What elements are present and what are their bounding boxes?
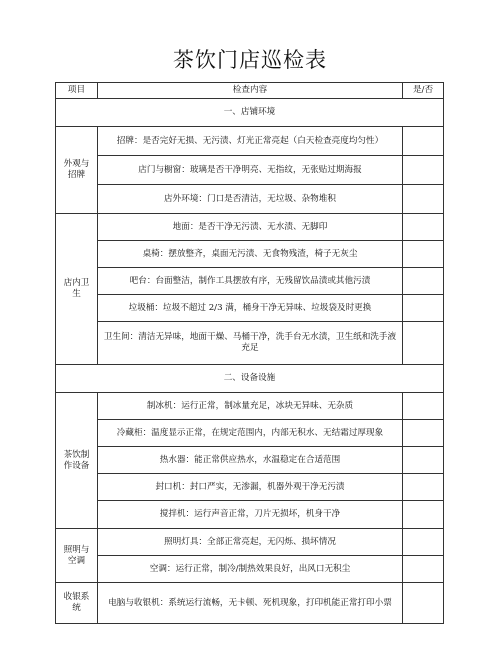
check-item: 空调：运行正常，制冷/制热效果良好，出风口无积尘	[98, 556, 403, 583]
result-cell[interactable]	[403, 268, 444, 295]
check-item: 热水器：能正常供应热水，水温稳定在合适范围	[98, 447, 403, 474]
table-row	[56, 393, 444, 420]
result-cell[interactable]	[403, 295, 444, 322]
result-cell[interactable]	[403, 447, 444, 474]
check-item: 地面：是否干净无污渍、无水渍、无脚印	[98, 214, 403, 241]
result-cell[interactable]	[403, 185, 444, 214]
result-cell[interactable]	[403, 156, 444, 185]
section-heading: 一、店铺环境	[56, 99, 444, 127]
check-item: 搅拌机：运行声音正常，刀片无损坏，机身干净	[98, 501, 403, 529]
section-row	[56, 365, 444, 393]
table-row	[56, 501, 444, 529]
table-row	[56, 268, 444, 295]
table-row	[56, 295, 444, 322]
check-item: 卫生间：清洁无异味，地面干燥、马桶干净，洗手台无水渍，卫生纸和洗手液充足	[98, 322, 403, 365]
check-item: 照明灯具：全部正常亮起，无闪烁、损坏情况	[98, 529, 403, 556]
category-cell: 店内卫 生	[56, 214, 98, 365]
check-item: 招牌：是否完好无损、无污渍、灯光正常亮起（白天检查亮度均匀性）	[98, 127, 403, 156]
column-header-result: 是/否	[403, 83, 444, 99]
result-cell[interactable]	[403, 529, 444, 556]
check-item: 制冰机：运行正常，制冰量充足，冰块无异味、无杂质	[98, 393, 403, 420]
check-item: 店外环境：门口是否清洁，无垃圾、杂物堆积	[98, 185, 403, 214]
result-cell[interactable]	[403, 393, 444, 420]
section-row	[56, 99, 444, 127]
check-item: 垃圾桶：垃圾不超过 2/3 满，桶身干净无异味、垃圾袋及时更换	[98, 295, 403, 322]
table-row	[56, 420, 444, 447]
category-cell: 外观与 招牌	[56, 127, 98, 214]
table-row	[56, 156, 444, 185]
result-cell[interactable]	[403, 556, 444, 583]
check-item: 吧台：台面整洁，制作工具摆放有序，无残留饮品渍或其他污渍	[98, 268, 403, 295]
result-cell[interactable]	[403, 474, 444, 501]
table-row	[56, 556, 444, 583]
result-cell[interactable]	[403, 322, 444, 365]
check-item: 冷藏柜：温度显示正常，在规定范围内，内部无积水、无结霜过厚现象	[98, 420, 403, 447]
column-header-item: 项目	[56, 83, 98, 99]
check-item: 桌椅：摆放整齐，桌面无污渍、无食物残渣，椅子无灰尘	[98, 241, 403, 268]
result-cell[interactable]	[403, 583, 444, 624]
category-cell: 照明与 空调	[56, 529, 98, 583]
table-row	[56, 127, 444, 156]
result-cell[interactable]	[403, 241, 444, 268]
table-row	[56, 583, 444, 624]
section-heading: 二、设备设施	[56, 365, 444, 393]
check-item: 店门与橱窗：玻璃是否干净明亮、无指纹，无张贴过期海报	[98, 156, 403, 185]
result-cell[interactable]	[403, 501, 444, 529]
result-cell[interactable]	[403, 127, 444, 156]
table-row	[56, 241, 444, 268]
table-row	[56, 529, 444, 556]
header-row	[56, 83, 444, 99]
table-row	[56, 214, 444, 241]
check-item: 电脑与收银机：系统运行流畅，无卡顿、死机现象，打印机能正常打印小票	[98, 583, 403, 624]
inspection-table	[55, 82, 444, 624]
result-cell[interactable]	[403, 420, 444, 447]
column-header-content: 检查内容	[98, 83, 403, 99]
result-cell[interactable]	[403, 214, 444, 241]
table-row	[56, 447, 444, 474]
check-item: 封口机：封口严实，无渗漏，机器外观干净无污渍	[98, 474, 403, 501]
table-row	[56, 474, 444, 501]
category-cell: 收银系 统	[56, 583, 98, 624]
table-row	[56, 322, 444, 365]
table-row	[56, 185, 444, 214]
page-title: 茶饮门店巡检表	[173, 48, 327, 72]
category-cell: 茶饮制 作设备	[56, 393, 98, 529]
